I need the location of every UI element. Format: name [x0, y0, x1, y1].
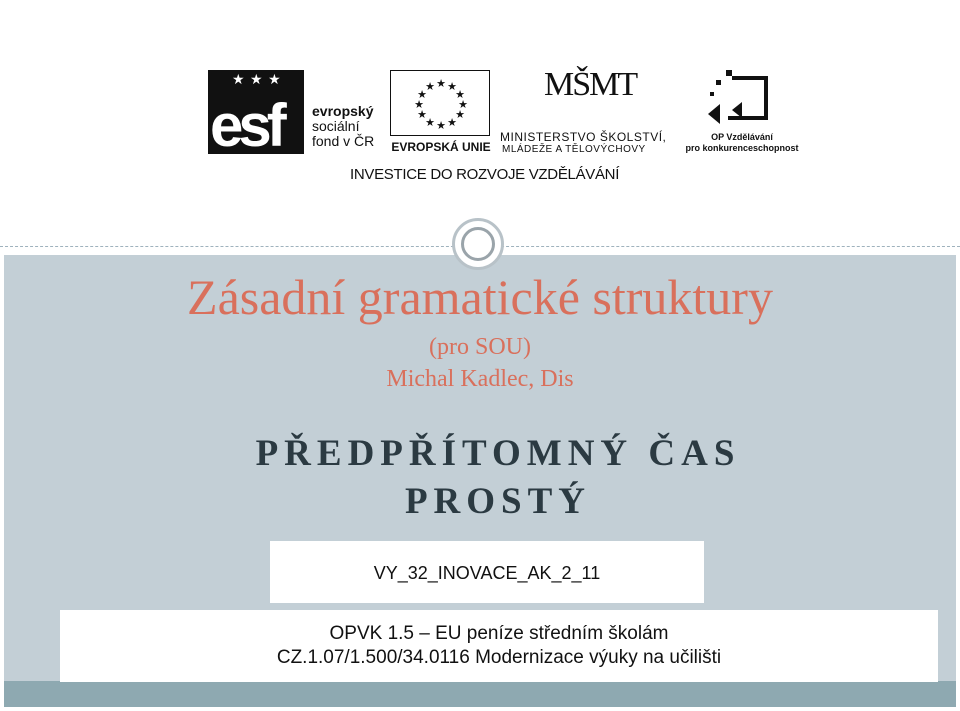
esf-line1: evropský [312, 103, 374, 119]
code-box [270, 541, 704, 603]
project-line2: CZ.1.07/1.500/34.0116 Modernizace výuky na učilišti [276, 647, 722, 668]
msmt-line1: MINISTERSTVO ŠKOLSTVÍ, [500, 130, 667, 144]
svg-text:★: ★ [417, 108, 427, 121]
svg-text:★: ★ [447, 116, 457, 129]
svg-text:★: ★ [425, 80, 435, 93]
esf-text [312, 104, 374, 149]
topic-heading-line1: PŘEDPŘÍTOMNÝ ČAS [255, 433, 741, 474]
svg-text:★: ★ [436, 77, 446, 90]
op-line1: OP Vzdělávání [711, 132, 773, 142]
eu-logo [390, 70, 492, 154]
investice-banner: INVESTICE DO ROZVOJE VZDĚLÁVÁNÍ [350, 166, 620, 183]
subtitle-audience: (pro SOU) [429, 334, 531, 360]
page-title: Zásadní gramatické struktury [187, 269, 773, 325]
eu-caption: EVROPSKÁ UNIE [391, 140, 491, 154]
op-emblem-icon [706, 70, 778, 130]
material-code: VY_32_INOVACE_AK_2_11 [373, 563, 601, 583]
esf-mark [208, 70, 304, 159]
svg-text:★: ★ [414, 98, 424, 111]
star-icon: ★ ★ ★ [232, 73, 282, 88]
svg-text:★: ★ [417, 88, 427, 101]
svg-text:★: ★ [455, 88, 465, 101]
footer-band [4, 681, 956, 707]
eu-flag-icon [390, 70, 490, 136]
svg-text:★: ★ [455, 108, 465, 121]
esf-mark-text: esf [210, 92, 282, 159]
svg-text:★: ★ [458, 98, 468, 111]
subtitle-author: Michal Kadlec, Dis [386, 366, 574, 392]
divider-circle-icon [452, 218, 504, 270]
project-info-box [60, 610, 938, 682]
svg-text:★: ★ [425, 116, 435, 129]
op-line2: pro konkurenceschopnost [685, 143, 799, 153]
msmt-mark: MŠMT [544, 66, 637, 103]
op-text [684, 132, 800, 154]
svg-text:★: ★ [436, 119, 446, 132]
esf-logo [208, 70, 380, 159]
op-logo [684, 70, 800, 154]
msmt-logo [500, 66, 680, 155]
esf-line2: sociální [312, 118, 360, 134]
svg-text:★: ★ [447, 80, 457, 93]
project-line1: OPVK 1.5 – EU peníze středním školám [329, 623, 669, 644]
esf-line3: fond v ČR [312, 133, 375, 149]
topic-heading-line2: PROSTÝ [404, 481, 592, 522]
msmt-line2: MLÁDEŽE A TĚLOVÝCHOVY [502, 144, 646, 155]
